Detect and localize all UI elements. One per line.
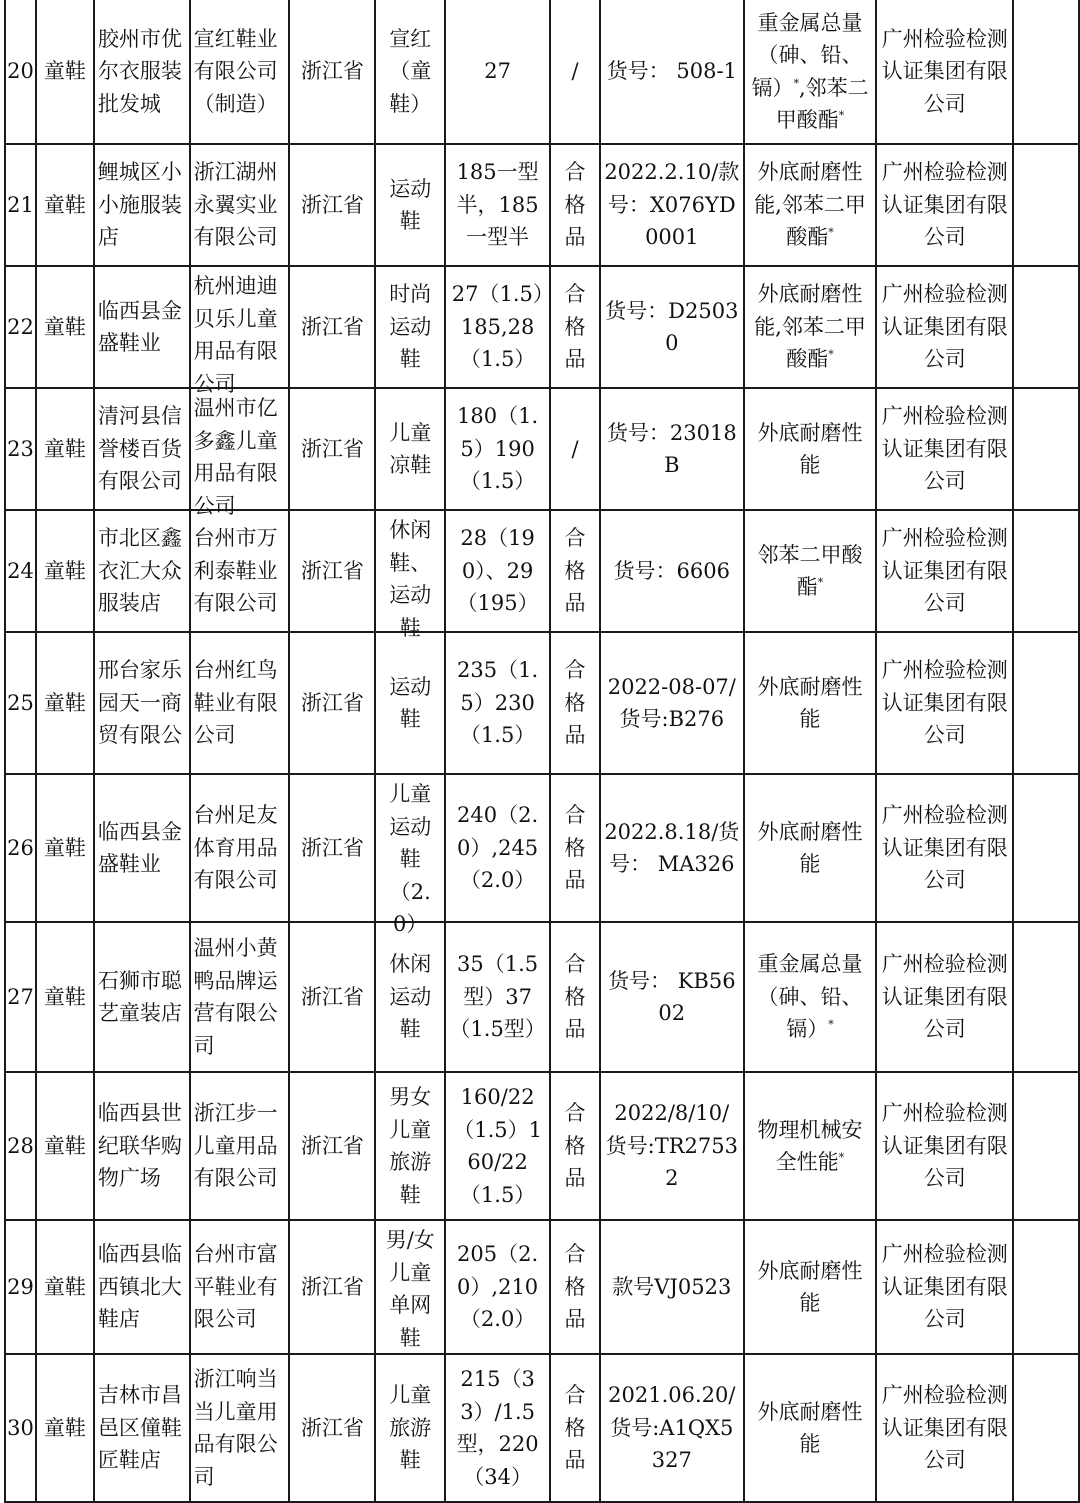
category-cell-text: 童鞋 <box>43 59 86 84</box>
batch-code-cell-text: 款号VJ0523 <box>612 1274 732 1299</box>
batch-code-cell <box>600 1072 744 1220</box>
manufacturer-cell-text: 台州市富平鞋业有限公司 <box>193 1242 278 1332</box>
category-cell-text: 童鞋 <box>43 1133 86 1158</box>
failed-item-cell-text: 外底耐磨性能 <box>757 674 863 731</box>
lab-cell-text: 广州检验检测认证集团有限公司 <box>881 1242 1008 1332</box>
spec-cell <box>445 0 550 144</box>
category-cell-text: 童鞋 <box>43 558 86 583</box>
lab-cell-text: 广州检验检测认证集团有限公司 <box>881 1101 1008 1191</box>
spec-cell <box>445 1072 550 1220</box>
category-cell-text: 童鞋 <box>43 1274 86 1299</box>
batch-code-cell-text: 2022-08-07/货号:B276 <box>607 674 736 731</box>
batch-code-cell <box>600 774 744 922</box>
row-number-text: 23 <box>7 436 34 461</box>
seller-cell-text: 临西县金盛鞋业 <box>97 819 182 876</box>
grade-cell <box>550 0 600 144</box>
row-number <box>5 774 36 922</box>
product-name-cell <box>375 1354 445 1502</box>
spec-cell <box>445 388 550 510</box>
category-cell <box>36 1072 94 1220</box>
batch-code-cell-text: 货号：D25030 <box>605 298 739 355</box>
batch-code-cell <box>600 0 744 144</box>
spec-cell-text: 235（1.5）230（1.5） <box>457 658 539 748</box>
table-row <box>5 0 1079 144</box>
manufacturer-cell <box>190 1072 290 1220</box>
batch-code-cell <box>600 1220 744 1354</box>
seller-cell-text: 临西县世纪联华购物广场 <box>97 1101 182 1191</box>
product-name-cell <box>375 1072 445 1220</box>
product-name-cell-text: 儿童旅游鞋 <box>389 1383 432 1473</box>
lab-cell-text: 广州检验检测认证集团有限公司 <box>881 526 1008 616</box>
spec-cell-text: 160/22（1.5）160/22（1.5） <box>453 1085 542 1207</box>
remarks-cell <box>1013 0 1079 144</box>
row-number-text: 21 <box>7 192 34 217</box>
manufacturer-cell <box>190 0 290 144</box>
spec-cell <box>445 1354 550 1502</box>
seller-cell-text: 鲤城区小小施服装店 <box>97 160 182 250</box>
grade-cell-text: 合格品 <box>564 160 586 250</box>
product-name-cell <box>375 774 445 936</box>
grade-cell <box>550 266 600 388</box>
category-cell <box>36 922 94 1072</box>
remarks-cell <box>1013 922 1079 1072</box>
failed-item-cell <box>744 1072 877 1220</box>
category-cell <box>36 0 94 144</box>
failed-item-cell <box>744 144 877 266</box>
province-cell-text: 浙江省 <box>300 192 364 217</box>
product-name-cell-text: 男/女儿童单网鞋 <box>385 1228 435 1350</box>
row-number-text: 25 <box>7 690 34 715</box>
category-cell-text: 童鞋 <box>43 314 86 339</box>
failed-item-cell <box>744 922 877 1072</box>
province-cell-text: 浙江省 <box>300 558 364 583</box>
batch-code-cell <box>600 510 744 632</box>
grade-cell <box>550 1220 600 1354</box>
batch-code-cell <box>600 632 744 774</box>
province-cell-text: 浙江省 <box>300 436 364 461</box>
spec-cell <box>445 266 550 388</box>
manufacturer-cell <box>190 632 290 774</box>
grade-cell <box>550 388 600 510</box>
product-name-cell-text: 男女儿童旅游鞋 <box>389 1085 432 1207</box>
product-name-cell <box>375 1220 445 1354</box>
seller-cell-text: 市北区鑫衣汇大众服装店 <box>97 526 182 616</box>
grade-cell-text: 合格品 <box>564 658 586 748</box>
manufacturer-cell-text: 台州市万利泰鞋业有限公司 <box>193 526 278 616</box>
province-cell <box>289 266 375 388</box>
seller-cell-text: 临西县金盛鞋业 <box>97 298 182 355</box>
batch-code-cell <box>600 1354 744 1502</box>
seller-cell <box>94 144 190 266</box>
remarks-cell <box>1013 266 1079 388</box>
failed-item-cell-text: 外底耐磨性能 <box>757 1258 863 1315</box>
spec-cell-text: 28（190）、29（195） <box>456 526 539 616</box>
category-cell <box>36 1220 94 1354</box>
province-cell <box>289 388 375 510</box>
failed-item-cell <box>744 510 877 632</box>
seller-cell <box>94 388 190 510</box>
category-cell-text: 童鞋 <box>43 690 86 715</box>
manufacturer-cell-text: 台州红鸟鞋业有限公司 <box>193 658 278 748</box>
province-cell <box>289 0 375 144</box>
province-cell-text: 浙江省 <box>300 984 364 1009</box>
spec-cell-text: 27（1.5）185,28（1.5） <box>451 282 544 372</box>
row-number <box>5 632 36 774</box>
failed-item-cell-text: 物理机械安全性能* <box>757 1117 863 1174</box>
batch-code-cell-text: 2022/8/10/货号:TR27532 <box>605 1101 738 1191</box>
failed-item-cell-text: 外底耐磨性能,邻苯二甲酸酯* <box>754 282 866 372</box>
seller-cell <box>94 1072 190 1220</box>
spec-cell <box>445 632 550 774</box>
seller-cell <box>94 922 190 1072</box>
manufacturer-cell <box>190 1220 290 1354</box>
table-row <box>5 266 1079 388</box>
failed-item-cell-text: 外底耐磨性能 <box>757 819 863 876</box>
manufacturer-cell <box>190 266 290 396</box>
product-name-cell <box>375 632 445 774</box>
row-number <box>5 144 36 266</box>
grade-cell <box>550 632 600 774</box>
category-cell <box>36 510 94 632</box>
category-cell <box>36 632 94 774</box>
batch-code-cell <box>600 388 744 510</box>
row-number <box>5 1354 36 1502</box>
spec-cell-text: 35（1.5型）37（1.5型） <box>449 952 546 1042</box>
manufacturer-cell-text: 浙江步一儿童用品有限公司 <box>193 1101 278 1191</box>
lab-cell <box>876 144 1013 266</box>
grade-cell <box>550 774 600 922</box>
province-cell <box>289 510 375 632</box>
lab-cell <box>876 1354 1013 1502</box>
lab-cell <box>876 266 1013 388</box>
category-cell-text: 童鞋 <box>43 192 86 217</box>
manufacturer-cell <box>190 774 290 922</box>
lab-cell-text: 广州检验检测认证集团有限公司 <box>881 803 1008 893</box>
category-cell <box>36 774 94 922</box>
manufacturer-cell <box>190 144 290 266</box>
category-cell <box>36 266 94 388</box>
grade-cell-text: 合格品 <box>564 282 586 372</box>
product-name-cell-text: 运动鞋 <box>389 674 432 731</box>
province-cell <box>289 1072 375 1220</box>
table-row <box>5 1072 1079 1220</box>
table-row <box>5 632 1079 774</box>
grade-cell-text: 合格品 <box>564 1383 586 1473</box>
grade-cell-text: / <box>571 436 579 461</box>
lab-cell-text: 广州检验检测认证集团有限公司 <box>881 160 1008 250</box>
failed-item-cell <box>744 388 877 510</box>
manufacturer-cell <box>190 388 290 518</box>
failed-item-cell-text: 外底耐磨性能 <box>757 420 863 477</box>
product-name-cell <box>375 510 445 640</box>
row-number <box>5 922 36 1072</box>
province-cell <box>289 774 375 922</box>
province-cell-text: 浙江省 <box>300 59 364 84</box>
province-cell-text: 浙江省 <box>300 1274 364 1299</box>
table-body <box>5 0 1079 1502</box>
failed-item-cell <box>744 774 877 922</box>
seller-cell-text: 邢台家乐园天一商贸有限公 <box>97 658 182 748</box>
batch-code-cell <box>600 266 744 388</box>
failed-item-cell <box>744 1220 877 1354</box>
province-cell-text: 浙江省 <box>300 835 364 860</box>
grade-cell-text: 合格品 <box>564 952 586 1042</box>
category-cell <box>36 1354 94 1502</box>
table-row <box>5 1220 1079 1354</box>
seller-cell-text: 清河县信誉楼百货有限公司 <box>97 404 182 494</box>
row-number <box>5 510 36 632</box>
grade-cell <box>550 144 600 266</box>
remarks-cell <box>1013 1354 1079 1502</box>
grade-cell-text: 合格品 <box>564 1242 586 1332</box>
row-number-text: 30 <box>7 1415 34 1440</box>
batch-code-cell-text: 2022.8.18/货号： MA326 <box>604 819 740 876</box>
remarks-cell <box>1013 1072 1079 1220</box>
province-cell <box>289 1354 375 1502</box>
product-name-cell <box>375 922 445 1072</box>
manufacturer-cell <box>190 922 290 1072</box>
province-cell-text: 浙江省 <box>300 1133 364 1158</box>
row-number-text: 26 <box>7 835 34 860</box>
row-number <box>5 1220 36 1354</box>
inspection-results-table <box>4 0 1080 1503</box>
lab-cell-text: 广州检验检测认证集团有限公司 <box>881 1383 1008 1473</box>
product-name-cell-text: 儿童运动鞋（2.0） <box>389 782 432 936</box>
product-name-cell <box>375 0 445 144</box>
product-name-cell-text: 休闲鞋、运动鞋 <box>389 518 432 640</box>
province-cell <box>289 144 375 266</box>
batch-code-cell-text: 货号：6606 <box>613 558 731 583</box>
manufacturer-cell <box>190 1354 290 1502</box>
row-number-text: 27 <box>7 984 34 1009</box>
batch-code-cell <box>600 922 744 1072</box>
product-name-cell-text: 休闲运动鞋 <box>389 952 432 1042</box>
lab-cell-text: 广州检验检测认证集团有限公司 <box>881 404 1008 494</box>
lab-cell <box>876 1072 1013 1220</box>
failed-item-cell <box>744 266 877 388</box>
category-cell-text: 童鞋 <box>43 835 86 860</box>
remarks-cell <box>1013 774 1079 922</box>
category-cell-text: 童鞋 <box>43 984 86 1009</box>
spec-cell-text: 205（2.0）,210（2.0） <box>457 1242 539 1332</box>
row-number-text: 24 <box>7 558 34 583</box>
batch-code-cell-text: 货号： KB5602 <box>608 968 736 1025</box>
row-number <box>5 1072 36 1220</box>
batch-code-cell-text: 货号：23018B <box>606 420 737 477</box>
failed-item-cell-text: 重金属总量（砷、铅、镉）* <box>757 952 863 1042</box>
lab-cell-text: 广州检验检测认证集团有限公司 <box>881 282 1008 372</box>
grade-cell <box>550 510 600 632</box>
spec-cell <box>445 510 550 632</box>
province-cell <box>289 922 375 1072</box>
lab-cell-text: 广州检验检测认证集团有限公司 <box>881 658 1008 748</box>
grade-cell-text: 合格品 <box>564 1101 586 1191</box>
spec-cell <box>445 1220 550 1354</box>
remarks-cell <box>1013 144 1079 266</box>
seller-cell <box>94 1220 190 1354</box>
lab-cell <box>876 388 1013 510</box>
failed-item-cell-text: 邻苯二甲酸酯* <box>757 542 863 599</box>
spec-cell-text: 27 <box>484 59 511 84</box>
grade-cell <box>550 1072 600 1220</box>
failed-item-cell-text: 重金属总量（砷、铅、镉）*,邻苯二甲酸酯* <box>751 10 869 132</box>
lab-cell <box>876 1220 1013 1354</box>
remarks-cell <box>1013 1220 1079 1354</box>
row-number-text: 29 <box>7 1274 34 1299</box>
remarks-cell <box>1013 632 1079 774</box>
row-number <box>5 388 36 510</box>
lab-cell <box>876 774 1013 922</box>
province-cell-text: 浙江省 <box>300 1415 364 1440</box>
manufacturer-cell <box>190 510 290 632</box>
grade-cell-text: / <box>571 59 579 84</box>
seller-cell <box>94 632 190 774</box>
spec-cell-text: 185一型半，185一型半 <box>456 160 539 250</box>
row-number-text: 20 <box>7 59 34 84</box>
lab-cell <box>876 510 1013 632</box>
product-name-cell-text: 运动鞋 <box>389 176 432 233</box>
seller-cell-text: 胶州市优尔衣服装批发城 <box>97 26 182 116</box>
lab-cell <box>876 922 1013 1072</box>
seller-cell-text: 石狮市聪艺童装店 <box>97 968 182 1025</box>
row-number <box>5 0 36 144</box>
product-name-cell <box>375 144 445 266</box>
spec-cell-text: 180（1.5）190（1.5） <box>457 404 539 494</box>
lab-cell-text: 广州检验检测认证集团有限公司 <box>881 952 1008 1042</box>
category-cell-text: 童鞋 <box>43 1415 86 1440</box>
batch-code-cell <box>600 144 744 266</box>
seller-cell <box>94 510 190 632</box>
grade-cell-text: 合格品 <box>564 526 586 616</box>
spec-cell-text: 240（2.0）,245（2.0） <box>457 803 539 893</box>
row-number <box>5 266 36 388</box>
product-name-cell <box>375 266 445 388</box>
seller-cell <box>94 0 190 144</box>
category-cell-text: 童鞋 <box>43 436 86 461</box>
table-row <box>5 388 1079 510</box>
grade-cell <box>550 922 600 1072</box>
table-row <box>5 922 1079 1072</box>
manufacturer-cell-text: 温州小黄鸭品牌运营有限公司 <box>193 936 278 1058</box>
manufacturer-cell-text: 台州足友体育用品有限公司 <box>193 803 278 893</box>
spec-cell-text: 215（33）/1.5型，220（34） <box>456 1367 539 1489</box>
manufacturer-cell-text: 浙江响当当儿童用品有限公司 <box>193 1367 278 1489</box>
lab-cell <box>876 0 1013 144</box>
category-cell <box>36 388 94 510</box>
manufacturer-cell-text: 杭州迪迪贝乐儿童用品有限公司 <box>193 274 278 396</box>
batch-code-cell-text: 货号： 508-1 <box>606 59 737 84</box>
table-row <box>5 1354 1079 1502</box>
failed-item-cell <box>744 1354 877 1502</box>
province-cell <box>289 1220 375 1354</box>
batch-code-cell-text: 2021.06.20/货号:A1QX5327 <box>608 1383 736 1473</box>
product-name-cell <box>375 388 445 510</box>
seller-cell <box>94 266 190 388</box>
remarks-cell <box>1013 388 1079 510</box>
table-row <box>5 510 1079 632</box>
failed-item-cell-text: 外底耐磨性能,邻苯二甲酸酯* <box>754 160 866 250</box>
province-cell-text: 浙江省 <box>300 690 364 715</box>
table-row <box>5 774 1079 922</box>
manufacturer-cell-text: 宣红鞋业有限公司（制造） <box>193 26 278 116</box>
province-cell-text: 浙江省 <box>300 314 364 339</box>
table-row <box>5 144 1079 266</box>
product-name-cell-text: 儿童凉鞋 <box>389 420 432 477</box>
failed-item-cell-text: 外底耐磨性能 <box>757 1399 863 1456</box>
manufacturer-cell-text: 浙江湖州永翼实业有限公司 <box>193 160 278 250</box>
lab-cell-text: 广州检验检测认证集团有限公司 <box>881 26 1008 116</box>
spec-cell <box>445 922 550 1072</box>
spec-cell <box>445 144 550 266</box>
category-cell <box>36 144 94 266</box>
seller-cell-text: 吉林市昌邑区僮鞋匠鞋店 <box>97 1383 182 1473</box>
failed-item-cell <box>744 632 877 774</box>
lab-cell <box>876 632 1013 774</box>
product-name-cell-text: 宣红（童鞋） <box>389 26 432 116</box>
row-number-text: 28 <box>7 1133 34 1158</box>
row-number-text: 22 <box>7 314 34 339</box>
seller-cell <box>94 774 190 922</box>
seller-cell <box>94 1354 190 1502</box>
grade-cell-text: 合格品 <box>564 803 586 893</box>
product-name-cell-text: 时尚运动鞋 <box>389 282 432 372</box>
province-cell <box>289 632 375 774</box>
spec-cell <box>445 774 550 922</box>
failed-item-cell <box>744 0 877 144</box>
manufacturer-cell-text: 温州市亿多鑫儿童用品有限公司 <box>193 396 278 518</box>
grade-cell <box>550 1354 600 1502</box>
seller-cell-text: 临西县临西镇北大鞋店 <box>97 1242 182 1332</box>
batch-code-cell-text: 2022.2.10/款号：X076YD0001 <box>604 160 740 250</box>
remarks-cell <box>1013 510 1079 632</box>
